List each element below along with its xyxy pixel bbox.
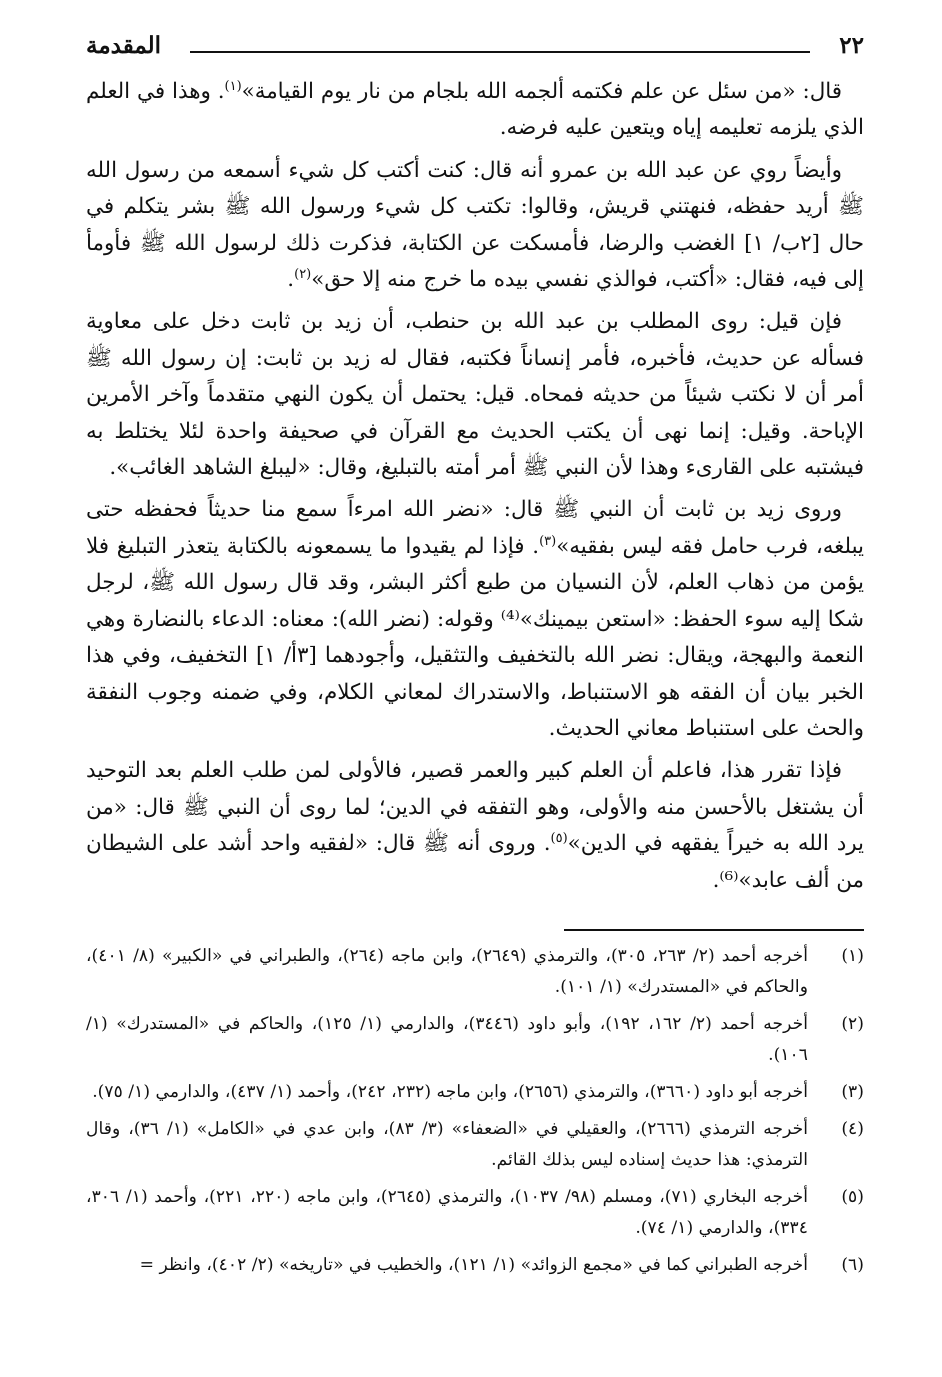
footnote-ref: (٣) bbox=[539, 533, 557, 549]
footnote-number: (٤) bbox=[841, 1118, 864, 1139]
paragraph: وأيضاً روي عن عبد الله بن عمرو أنه قال: كنت أكتب كل شيء أسمعه من رسول الله ﷺ أريد حفظه، فنهتني قريش، وقالوا: تكتب كل شيء ورسول الله ﷺ بشر يتكلم في حال [٢ب/ ١] الغضب والرضا، فأمسكت عن الكتابة، فذكرت ذلك لرسول الله ﷺ فأومأ إلى فيه، فقال: «أكتب، فوالذي نفسي بيده ما خرج منه إلا حق»$^{(٢)}$. bbox=[86, 157, 864, 293]
footnote bbox=[86, 941, 864, 1003]
footnote-text: أخرجه أحمد (٢/ ٢٦٣، ٣٠٥)، والترمذي (٢٦٤٩)، وابن ماجه (٢٦٤)، والطبراني في «الكبير» (٨/ ٤٠١)، والحاكم في «المستدرك» (١/ ١٠١). bbox=[86, 945, 808, 997]
footnote-number: (٣) bbox=[841, 1081, 864, 1102]
section-title: المقدمة bbox=[86, 32, 162, 59]
paragraph: وروى زيد بن ثابت أن النبي ﷺ قال: «نضر الله امرءاً سمع منا حديثاً فحفظه حتى يبلغه، فرب حامل فقه ليس بفقيه»$^{(٣)}$. فإذا لم يقيدوا ما يسمعونه بالكتابة يتعذر التبليغ فلا يؤمن من ذهاب العلم، لأن النسيان من طبع أكثر البشر، وقد قال رسول الله ﷺ، لرجل شكا إليه سوء الحفظ: «استعن بيمينك»⁽⁴⁾ وقوله: (نضر الله): معناه: الدعاء بالنضارة وهي النعمة والبهجة، ويقال: نضر الله بالتخفيف والتثقيل، وأجودهما [٣أ/ ١] التخفيف، وفي هذا الخبر بيان أن الفقه هو الاستنباط، والاستدراك لمعاني الكلام، وفي ضمنه وجوب النفقة والحث على استنباط معاني الحديث. bbox=[86, 497, 865, 741]
footnote-separator bbox=[564, 929, 864, 931]
footnote-ref: (٢) bbox=[294, 266, 312, 282]
footnotes bbox=[86, 941, 864, 1281]
footnote bbox=[86, 1077, 864, 1108]
footnote-text: أخرجه أحمد (٢/ ١٦٢، ١٩٢)، وأبو داود (٣٤٤٦)، والدارمي (١/ ١٢٥)، والحاكم في «المستدرك» (١/ ١٠٦). bbox=[86, 1013, 809, 1065]
page-number: ٢٢ bbox=[839, 32, 864, 59]
paragraph: فإن قيل: روى المطلب بن عبد الله بن حنطب، أن زيد بن ثابت دخل على معاوية فسأله عن حديث، فأخبره، فأمر إنساناً فكتبه، فقال له زيد بن ثابت: إن رسول الله ﷺ أمر أن لا نكتب شيئاً من حديثه فمحاه. قيل: يحتمل أن يكون النهي متقدماً وآخر الأمرين الإباحة. وقيل: إنما نهى أن يكتب الحديث مع القرآن في صحيفة واحدة لئلا يختلط به فيشتبه على القارىء وهذا لأن النبي ﷺ أمر أمته بالتبليغ، وقال: «ليبلغ الشاهد الغائب». bbox=[86, 309, 864, 481]
footnote-text: أخرجه أبو داود (٣٦٦٠)، والترمذي (٢٦٥٦)، وابن ماجه (٢٣٢، ٢٤٢)، وأحمد (١/ ٤٣٧)، والدارمي (١/ ٧٥). bbox=[92, 1081, 808, 1102]
book-page bbox=[86, 30, 864, 1287]
footnote-number: (١) bbox=[841, 945, 864, 966]
footnote-text: أخرجه الترمذي (٢٦٦٦)، والعقيلي في «الضعفاء» (٣/ ٨٣)، وابن عدي في «الكامل» (١/ ٣٦)، وقال الترمذي: هذا حديث إسناده ليس بذلك القائم. bbox=[86, 1118, 808, 1170]
footnote-number: (٥) bbox=[841, 1186, 864, 1207]
footnote bbox=[86, 1182, 864, 1244]
header-rule bbox=[190, 51, 810, 53]
footnote bbox=[86, 1114, 864, 1176]
footnote-text: أخرجه البخاري (٧١)، ومسلم (٩٨/ ١٠٣٧)، والترمذي (٢٦٤٥)، وابن ماجه (٢٢٠، ٢٢١)، وأحمد (١/ ٣٠٦، ٣٣٤)، والدارمي (١/ ٧٤). bbox=[86, 1186, 808, 1238]
footnote bbox=[86, 1250, 864, 1281]
page-header bbox=[86, 30, 864, 74]
footnote bbox=[86, 1009, 864, 1071]
main-text bbox=[86, 74, 864, 899]
footnote-ref: (١) bbox=[224, 78, 242, 94]
footnote-number: (٢) bbox=[841, 1013, 864, 1034]
footnote-ref: (٥) bbox=[550, 831, 568, 846]
footnote-text: أخرجه الطبراني كما في «مجمع الزوائد» (١/ ١٢١)، والخطيب في «تاريخه» (٢/ ٤٠٢)، وانظر = bbox=[139, 1254, 808, 1275]
footnote-number: (٦) bbox=[841, 1254, 864, 1275]
paragraph: قال: «من سئل عن علم فكتمه ألجمه الله بلجام من نار يوم القيامة»$^{(١)}$. وهذا في العلم الذي يلزمه تعليمه إياه ويتعين عليه فرضه. bbox=[86, 78, 864, 141]
paragraph: فإذا تقرر هذا، فاعلم أن العلم كبير والعمر قصير، فالأولى لمن طلب العلم بعد التوحيد أن يشتغل بالأحسن منه والأولى، وهو التفقه في الدين؛ لما روى أن النبي ﷺ قال: «من يرد الله به خيراً يفقهه في الدين»$^{(٥)}$. وروى أنه ﷺ قال: «لفقيه واحد أشد على الشيطان من ألف عابد»⁽⁶⁾. bbox=[86, 758, 864, 893]
